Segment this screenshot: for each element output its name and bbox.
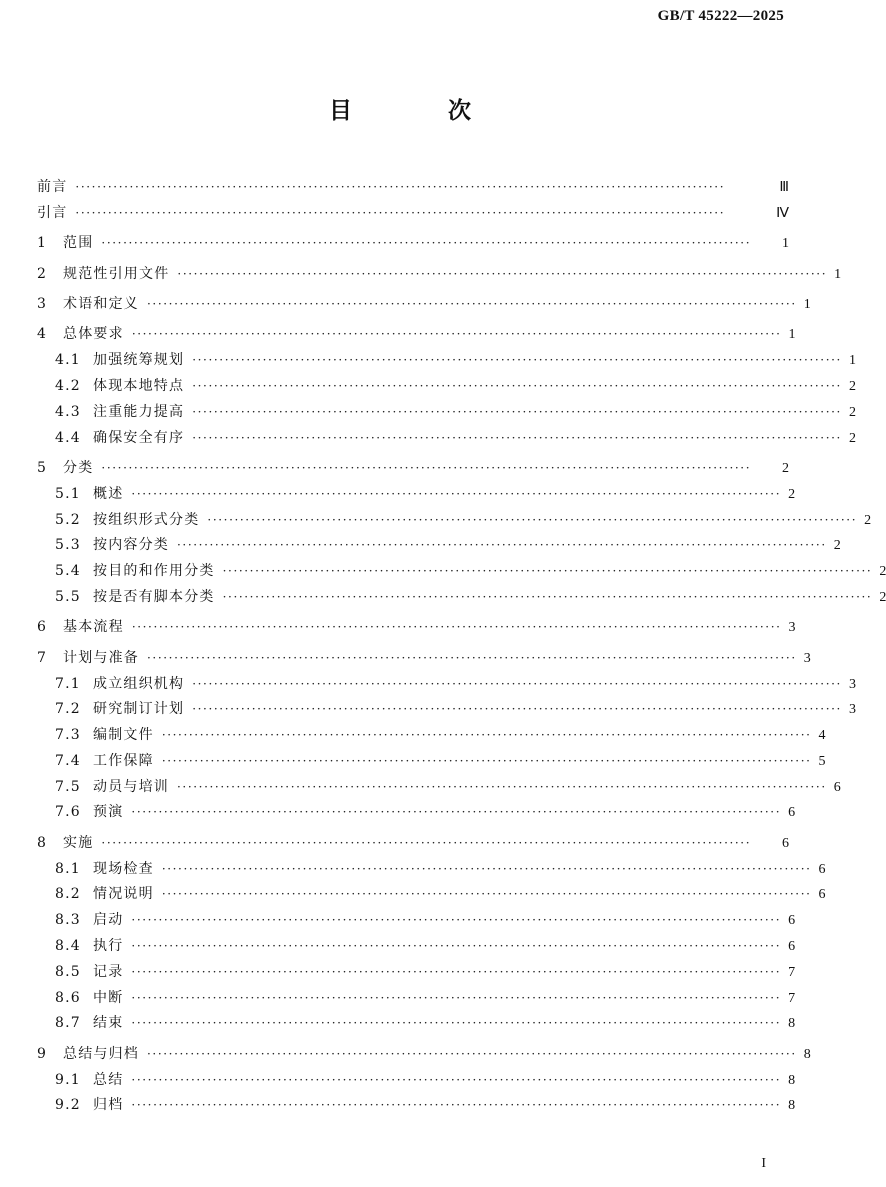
dot-leader: ························································································································	[131, 327, 782, 342]
toc-entry-page: 2	[864, 512, 872, 528]
toc-entry-page: 2	[848, 378, 856, 394]
dot-leader: ························································································································	[147, 650, 797, 665]
toc-entry-number: 4.3	[55, 403, 81, 420]
toc-entry-number: 2	[37, 265, 48, 282]
toc-entry-page: 2	[848, 404, 856, 420]
dot-leader: ························································································································	[192, 378, 842, 393]
dot-leader: ························································································································	[131, 620, 782, 635]
toc-entry-label: 范围	[63, 235, 94, 252]
toc-entry-page: 2	[833, 538, 841, 554]
toc-entry[interactable]	[37, 534, 841, 560]
toc-entry-page: 6	[788, 805, 796, 821]
toc-entry-page: 6	[788, 913, 796, 929]
toc-entry-label: 结束	[93, 1015, 124, 1032]
dot-leader: ························································································································	[147, 296, 797, 311]
toc-entry-label: 体现本地特点	[93, 377, 185, 394]
toc-entry-page: 6	[818, 861, 826, 877]
toc-entry-label: 执行	[93, 938, 124, 955]
dot-leader: ························································································································	[177, 538, 827, 553]
toc-entry-page: 8	[803, 1046, 811, 1062]
toc-entry[interactable]	[37, 750, 826, 776]
toc-entry-label: 术语和定义	[63, 295, 139, 312]
toc-entry-page: 3	[848, 702, 856, 718]
toc-entry-label: 实施	[63, 834, 94, 851]
toc-entry[interactable]	[37, 935, 796, 961]
toc-entry-page: 6	[818, 887, 826, 903]
toc-entry-number: 8.4	[55, 938, 81, 955]
toc-entry-page: 6	[782, 835, 789, 851]
dot-leader: ························································································································	[101, 835, 752, 850]
toc-entry[interactable]	[37, 202, 789, 228]
toc-entry-label: 动员与培训	[93, 778, 169, 795]
toc-entry-number: 7.6	[55, 804, 81, 821]
dot-leader: ························································································································	[177, 266, 828, 281]
dot-leader: ························································································································	[147, 1046, 797, 1061]
toc-entry-label: 预演	[93, 804, 124, 821]
toc-entry-page: 8	[788, 1098, 796, 1114]
toc-entry-label: 总结	[93, 1071, 124, 1088]
dot-leader: ························································································································	[131, 486, 782, 501]
toc-entry-label: 按目的和作用分类	[93, 563, 215, 580]
toc-entry-label: 研究制订计划	[93, 701, 185, 718]
toc-entry-label: 现场检查	[93, 860, 154, 877]
toc-entry[interactable]	[37, 1012, 796, 1038]
toc-entry-number: 1	[37, 235, 48, 252]
dot-leader: ························································································································	[131, 913, 782, 928]
toc-entry[interactable]	[37, 293, 811, 319]
toc-entry-label: 总结与归档	[63, 1045, 139, 1062]
toc-entry-number: 4.1	[55, 352, 81, 369]
toc-entry-label: 工作保障	[93, 752, 154, 769]
toc-entry[interactable]	[37, 586, 886, 612]
toc-entry-label: 注重能力提高	[93, 403, 185, 420]
toc-entry[interactable]	[37, 724, 826, 750]
toc-entry[interactable]	[37, 673, 856, 699]
toc-entry[interactable]	[37, 401, 856, 427]
toc-entry-label: 计划与准备	[63, 649, 139, 666]
dot-leader: ························································································································	[207, 512, 858, 527]
toc-entry-number: 9.1	[55, 1071, 81, 1088]
toc-entry-label: 基本流程	[63, 619, 124, 636]
toc-entry[interactable]	[37, 858, 826, 884]
toc-entry[interactable]	[37, 698, 856, 724]
dot-leader: ························································································································	[101, 236, 752, 251]
toc-entry-number: 9.2	[55, 1097, 81, 1114]
toc-entry[interactable]	[37, 427, 856, 453]
toc-entry[interactable]	[37, 323, 796, 349]
toc-entry-page: 8	[788, 1016, 796, 1032]
toc-entry[interactable]	[37, 647, 811, 673]
dot-leader: ························································································································	[161, 753, 812, 768]
toc-entry-number: 8	[37, 834, 48, 851]
toc-entry-number: 7	[37, 649, 48, 666]
dot-leader: ························································································································	[131, 805, 782, 820]
toc-entry-page: 2	[788, 486, 796, 502]
toc-entry[interactable]	[37, 909, 796, 935]
dot-leader: ························································································································	[192, 702, 842, 717]
toc-entry-page: 2	[848, 430, 856, 446]
toc-entry-label: 分类	[63, 459, 94, 476]
toc-entry-page: 7	[788, 990, 796, 1006]
toc-entry-number: 7.3	[55, 727, 81, 744]
toc-entry-page: 1	[834, 266, 842, 282]
standard-code: GB/T 45222—2025	[657, 8, 784, 24]
toc-entry-label: 成立组织机构	[93, 675, 185, 692]
dot-leader: ························································································································	[177, 779, 827, 794]
toc-entry-page: Ⅳ	[776, 205, 789, 221]
toc-entry-label: 规范性引用文件	[63, 265, 170, 282]
dot-leader: ························································································································	[161, 728, 812, 743]
toc-entry-number: 8.1	[55, 860, 81, 877]
dot-leader: ························································································································	[131, 939, 782, 954]
toc-entry[interactable]	[37, 375, 856, 401]
dot-leader: ························································································································	[192, 404, 842, 419]
toc-entry-number: 7.1	[55, 675, 81, 692]
toc-entry-label: 按内容分类	[93, 537, 169, 554]
dot-leader: ························································································································	[131, 964, 782, 979]
toc-entry-number: 8.2	[55, 886, 81, 903]
toc-entry-label: 前言	[37, 179, 68, 195]
toc-entry[interactable]	[37, 987, 796, 1013]
toc-entry[interactable]	[37, 232, 789, 258]
toc-entry-page: 3	[803, 650, 811, 666]
toc-entry[interactable]	[37, 509, 872, 535]
toc-entry[interactable]	[37, 263, 842, 289]
toc-entry-label: 情况说明	[93, 886, 154, 903]
toc-entry-number: 5.2	[55, 511, 81, 528]
toc-entry[interactable]	[37, 801, 796, 827]
toc-entry-number: 3	[37, 295, 48, 312]
toc-entry-page: Ⅲ	[779, 180, 789, 195]
dot-leader: ························································································································	[192, 430, 842, 445]
toc-entry-number: 5.1	[55, 485, 81, 502]
toc-entry-label: 记录	[93, 963, 124, 980]
toc-entry-number: 5	[37, 459, 48, 476]
dot-leader: ························································································································	[192, 353, 842, 368]
toc-entry-number: 8.6	[55, 989, 81, 1006]
toc-entry[interactable]	[37, 457, 789, 483]
toc-entry-number: 4	[37, 326, 48, 343]
toc-entry[interactable]	[37, 883, 826, 909]
toc-entry-page: 1	[803, 296, 811, 312]
dot-leader: ························································································································	[131, 1016, 782, 1031]
toc-entry-label: 编制文件	[93, 727, 154, 744]
page-title: 目 次	[328, 98, 515, 124]
toc-entry[interactable]	[37, 176, 789, 202]
toc-entry-page: 6	[833, 779, 841, 795]
toc-entry-page: 2	[782, 460, 789, 476]
toc-entry-label: 概述	[93, 485, 124, 502]
toc-entry[interactable]	[37, 1094, 796, 1120]
toc-entry-label: 归档	[93, 1097, 124, 1114]
toc-entry-page: 3	[788, 620, 796, 636]
toc-entry-number: 6	[37, 619, 48, 636]
dot-leader: ························································································································	[161, 861, 812, 876]
dot-leader: ························································································································	[75, 180, 726, 194]
dot-leader: ························································································································	[101, 460, 752, 475]
dot-leader: ························································································································	[131, 1098, 782, 1113]
toc-entry[interactable]	[37, 560, 886, 586]
toc-entry-page: 2	[879, 589, 886, 605]
toc-entry-page: 3	[848, 676, 856, 692]
toc-entry-page: 1	[788, 327, 796, 343]
toc-entry[interactable]	[37, 1069, 796, 1095]
toc-entry-page: 1	[782, 236, 789, 252]
toc-entry[interactable]	[37, 832, 789, 858]
toc-entry-label: 按是否有脚本分类	[93, 588, 215, 605]
toc-entry-number: 8.7	[55, 1015, 81, 1032]
dot-leader: ························································································································	[161, 887, 812, 902]
dot-leader: ························································································································	[222, 564, 873, 579]
toc-entry[interactable]	[37, 616, 796, 642]
toc-entry-label: 启动	[93, 912, 124, 929]
toc-entry-number: 9	[37, 1045, 48, 1062]
footer-page-number: I	[761, 1156, 766, 1171]
toc-entry-page: 6	[788, 939, 796, 955]
dot-leader: ························································································································	[75, 205, 726, 220]
dot-leader: ························································································································	[222, 589, 873, 604]
toc-entry-page: 4	[818, 728, 826, 744]
toc-entry-page: 2	[879, 564, 886, 580]
toc-entry-number: 7.5	[55, 778, 81, 795]
toc-entry-page: 5	[818, 753, 826, 769]
toc-entry[interactable]	[37, 483, 796, 509]
dot-leader: ························································································································	[131, 990, 782, 1005]
toc-entry-number: 4.4	[55, 429, 81, 446]
toc-entry-number: 7.4	[55, 752, 81, 769]
toc-entry-label: 总体要求	[63, 326, 124, 343]
toc-entry-number: 8.3	[55, 912, 81, 929]
toc-entry-label: 按组织形式分类	[93, 511, 200, 528]
toc-entry-label: 中断	[93, 989, 124, 1006]
toc-entry[interactable]	[37, 349, 856, 375]
dot-leader: ························································································································	[131, 1072, 782, 1087]
toc-entry-label: 确保安全有序	[93, 429, 185, 446]
toc-entry-label: 引言	[37, 204, 68, 221]
toc-entry-number: 5.5	[55, 588, 81, 605]
toc-entry-number: 5.4	[55, 563, 81, 580]
toc-entry[interactable]	[37, 1043, 811, 1069]
toc-entry-number: 4.2	[55, 377, 81, 394]
toc-entry-number: 7.2	[55, 701, 81, 718]
toc-entry-number: 5.3	[55, 537, 81, 554]
toc-entry-label: 加强统筹规划	[93, 352, 185, 369]
toc-entry[interactable]	[37, 961, 796, 987]
toc-entry-page: 8	[788, 1072, 796, 1088]
toc-entry-page: 1	[848, 353, 856, 369]
toc-entry[interactable]	[37, 776, 841, 802]
toc-entry-number: 8.5	[55, 963, 81, 980]
dot-leader: ························································································································	[192, 676, 842, 691]
table-of-contents	[37, 176, 886, 1120]
toc-entry-page: 7	[788, 964, 796, 980]
